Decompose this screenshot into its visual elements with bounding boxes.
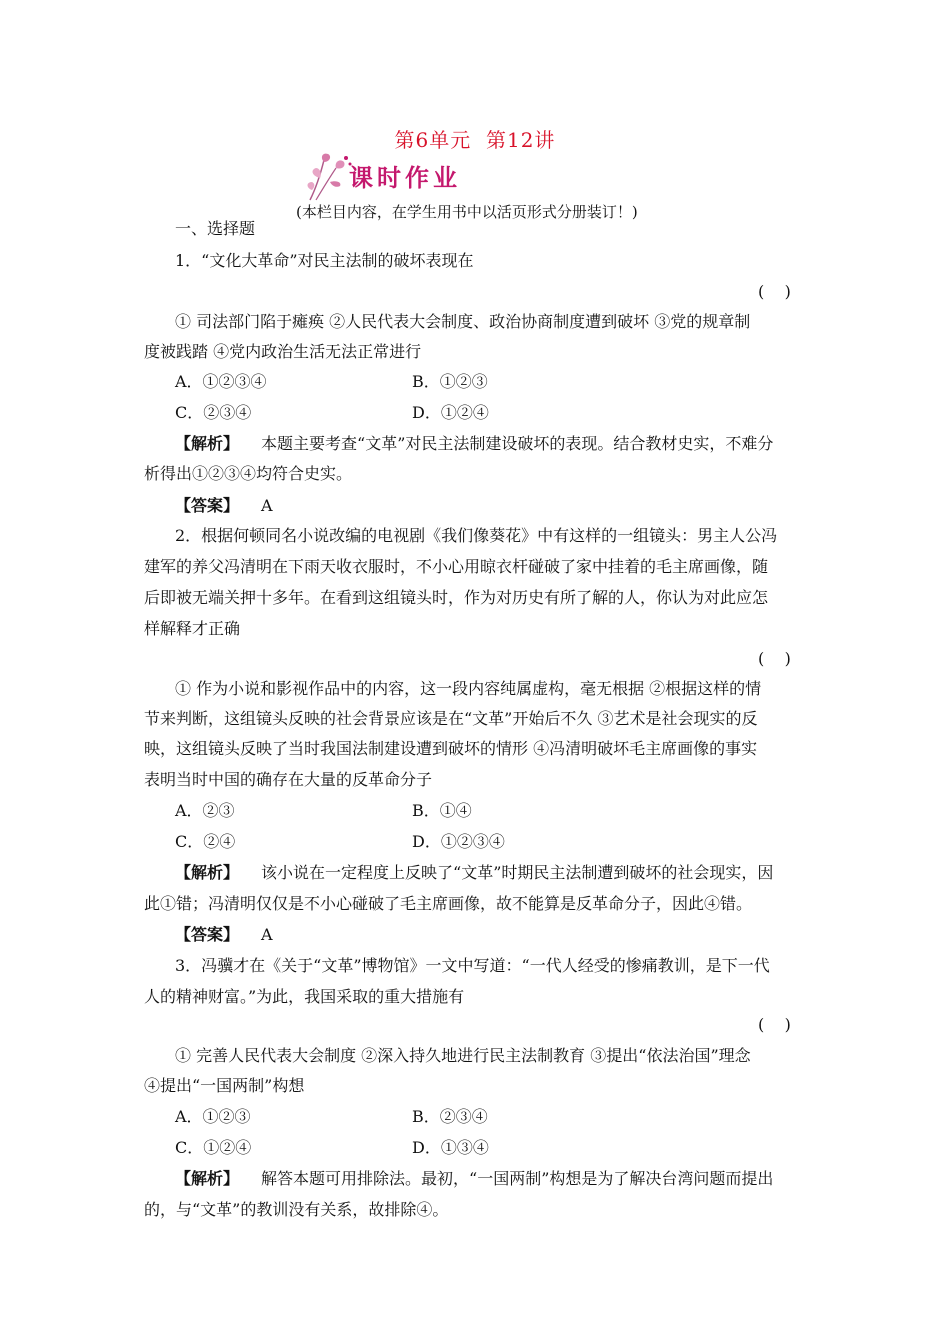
answer-label: 【答案】 [175, 925, 240, 944]
q3-items-line2: ④提出“一国两制”构想 [144, 1076, 305, 1095]
q3-option-c: C．①②④ [175, 1138, 252, 1157]
unit-title: 第6单元 第12讲 [394, 128, 556, 152]
q2-option-b: B．①④ [412, 801, 472, 820]
q2-option-a: A．②③ [175, 801, 235, 820]
q2-stem-line1: 2．根据何顿同名小说改编的电视剧《我们像葵花》中有这样的一组镜头：男主人公冯 [175, 526, 778, 545]
q2-analysis-text: 该小说在一定程度上反映了“文革”时期民主法制遭到破坏的社会现实，因 [261, 863, 774, 882]
q1-answer [175, 495, 273, 517]
analysis-label: 【解析】 [175, 434, 240, 453]
banner-title: 课时作业 [349, 163, 461, 192]
q1-stem: 1．“文化大革命”对民主法制的破坏表现在 [175, 251, 474, 270]
q2-option-c: C．②④ [175, 832, 236, 851]
q1-option-a: A．①②③④ [175, 372, 267, 391]
q1-option-c: C．②③④ [175, 403, 252, 422]
q3-option-a: A．①②③ [175, 1107, 251, 1126]
analysis-label: 【解析】 [175, 1169, 240, 1188]
q2-answer-blank: ( ) [758, 649, 791, 668]
q1-items-line2: 度被践踏 ④党内政治生活无法正常进行 [144, 342, 422, 361]
q3-analysis [175, 1168, 773, 1190]
q1-option-b: B．①②③ [412, 372, 488, 391]
q3-stem-line1: 3．冯骥才在《关于“文革”博物馆》一文中写道：“一代人经受的惨痛教训，是下一代 [175, 956, 770, 975]
answer-label: 【答案】 [175, 496, 240, 515]
section-title: 一、选择题 [175, 219, 256, 238]
q3-answer-blank: ( ) [758, 1015, 791, 1034]
q2-analysis [175, 862, 773, 884]
q3-analysis-text: 解答本题可用排除法。最初，“一国两制”构想是为了解决台湾问题而提出 [261, 1169, 774, 1188]
q1-option-d: D．①②④ [412, 403, 489, 422]
binding-note: (本栏目内容，在学生用书中以活页形式分册装订！) [296, 203, 638, 221]
q3-option-d: D．①③④ [412, 1138, 489, 1157]
q1-items-line1: ① 司法部门陷于瘫痪 ②人民代表大会制度、政治协商制度遭到破坏 ③党的规章制 [175, 312, 751, 331]
q3-analysis-line2: 的，与“文革”的教训没有关系，故排除④。 [144, 1200, 449, 1219]
q2-analysis-line2: 此①错；冯清明仅仅是不小心碰破了毛主席画像，故不能算是反革命分子，因此④错。 [144, 894, 753, 913]
q1-answer-value: A [261, 496, 273, 515]
q2-stem-line4: 样解释才正确 [144, 619, 241, 638]
q3-items-line1: ① 完善人民代表大会制度 ②深入持久地进行民主法制教育 ③提出“依法治国”理念 [175, 1046, 751, 1065]
q1-analysis-line2: 析得出①②③④均符合史实。 [144, 464, 353, 483]
q2-answer [175, 924, 273, 946]
q2-stem-line2: 建军的养父冯清明在下雨天收衣服时，不小心用晾衣杆碰破了家中挂着的毛主席画像，随 [144, 557, 769, 576]
homework-banner [302, 150, 492, 202]
q2-items-line1: ① 作为小说和影视作品中的内容，这一段内容纯属虚构，毫无根据 ②根据这样的情 [175, 679, 762, 698]
q2-stem-line3: 后即被无端关押十多年。在看到这组镜头时，作为对历史有所了解的人，你认为对此应怎 [144, 588, 769, 607]
q2-option-d: D．①②③④ [412, 832, 505, 851]
q3-stem-line2: 人的精神财富。”为此，我国采取的重大措施有 [144, 987, 465, 1006]
q1-answer-blank: ( ) [758, 282, 791, 301]
q2-items-line4: 表明当时中国的确存在大量的反革命分子 [144, 770, 433, 789]
q2-items-line3: 映，这组镜头反映了当时我国法制建设遭到破坏的情形 ④冯清明破坏毛主席画像的事实 [144, 739, 758, 758]
q2-items-line2: 节来判断，这组镜头反映的社会背景应该是在“文革”开始后不久 ③艺术是社会现实的反 [144, 709, 758, 728]
analysis-label: 【解析】 [175, 863, 240, 882]
q1-analysis [175, 433, 773, 455]
q2-answer-value: A [261, 925, 273, 944]
q1-analysis-text: 本题主要考查“文革”对民主法制建设破坏的表现。结合教材史实，不难分 [261, 434, 774, 453]
q3-option-b: B．②③④ [412, 1107, 488, 1126]
